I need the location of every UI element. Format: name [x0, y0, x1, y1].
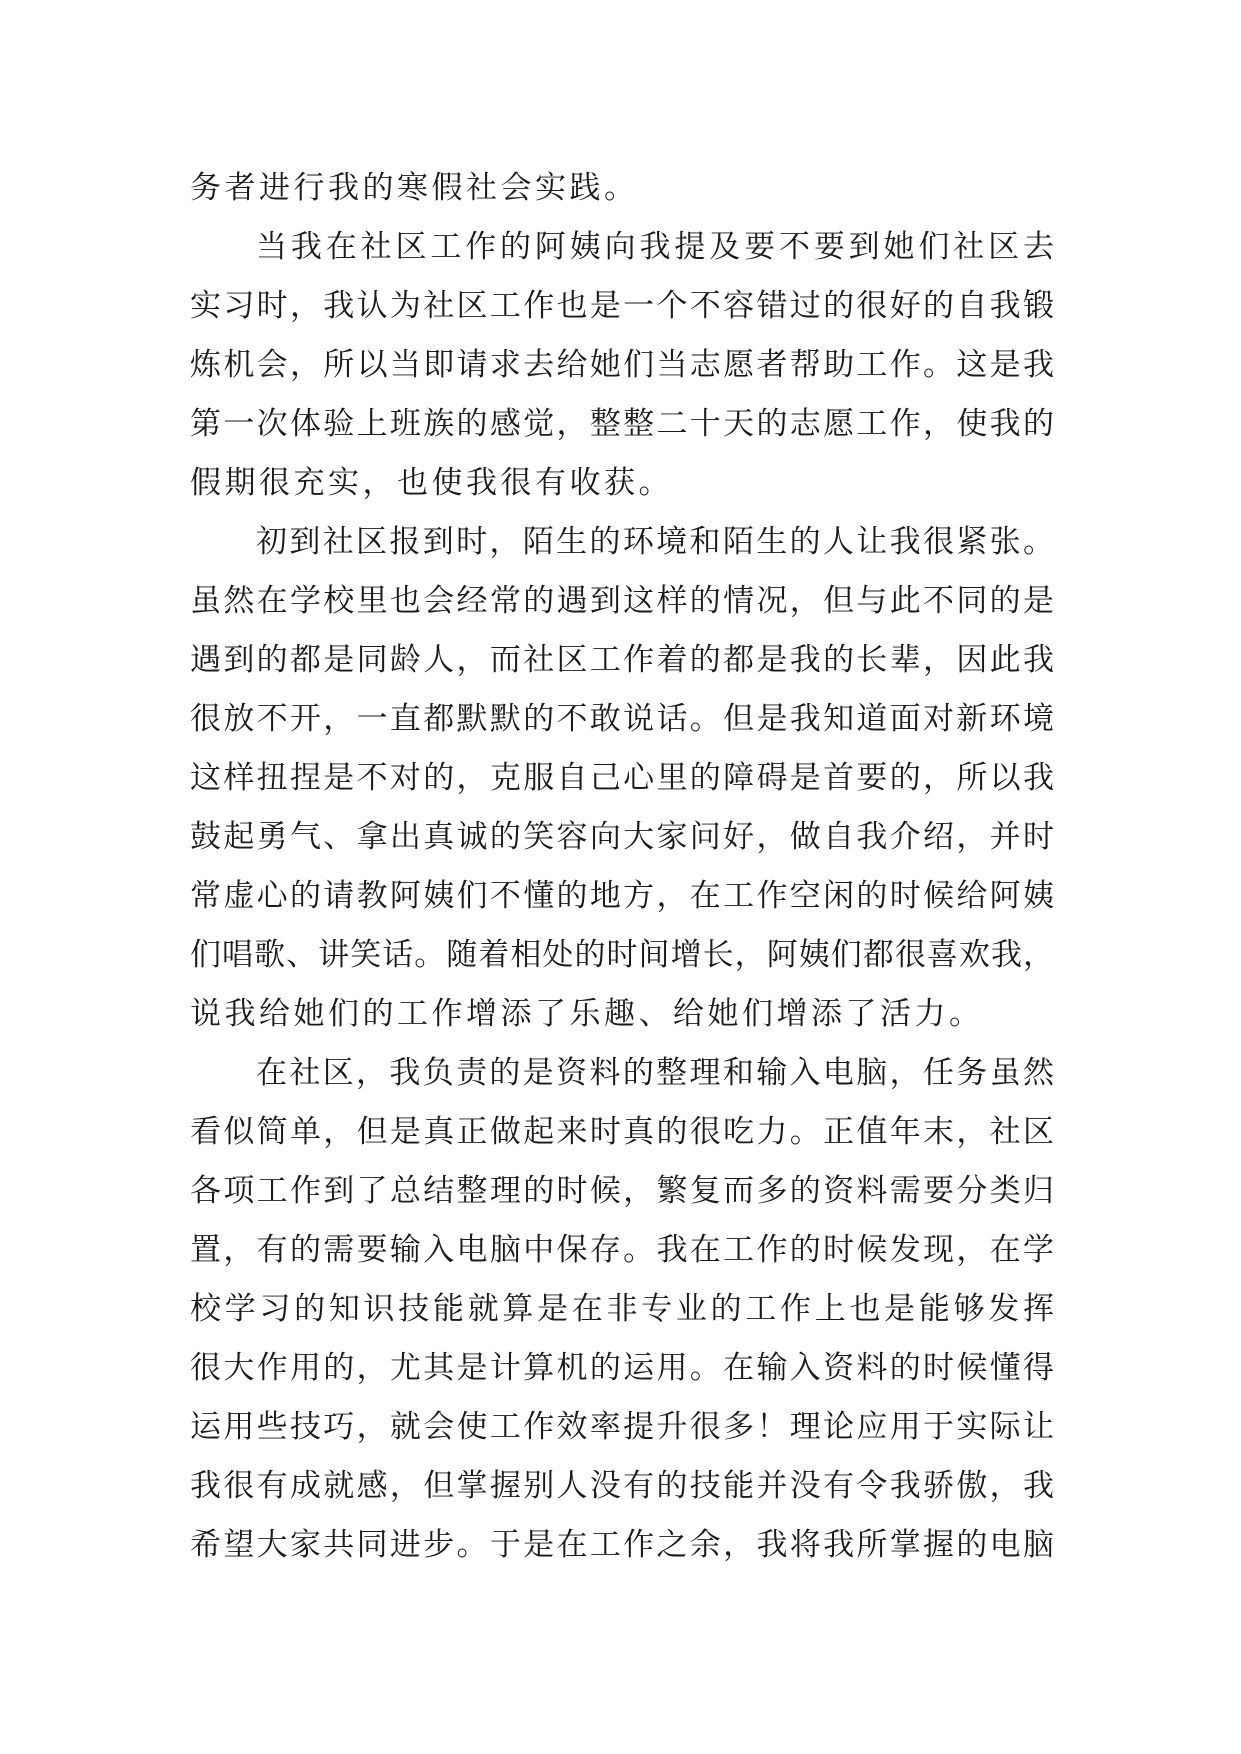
- text-line: 运用些技巧，就会使工作效率提升很多！理论应用于实际让: [190, 1409, 1054, 1445]
- text-line: 炼机会，所以当即请求去给她们当志愿者帮助工作。这是我: [190, 347, 1054, 383]
- text-line: 虽然在学校里也会经常的遇到这样的情况，但与此不同的是: [190, 583, 1054, 619]
- text-line: 这样扭捏是不对的，克服自己心里的障碍是首要的，所以我: [190, 760, 1054, 796]
- text-line: 在社区，我负责的是资料的整理和输入电脑，任务虽然: [256, 1055, 1054, 1091]
- text-line: 实习时，我认为社区工作也是一个不容错过的很好的自我锻: [190, 288, 1054, 324]
- text-line: 务者进行我的寒假社会实践。: [190, 170, 639, 206]
- text-line: 说我给她们的工作增添了乐趣、给她们增添了活力。: [190, 996, 984, 1032]
- text-line: 看似简单，但是真正做起来时真的很吃力。正值年末，社区: [190, 1114, 1054, 1150]
- text-line: 遇到的都是同龄人，而社区工作着的都是我的长辈，因此我: [190, 642, 1054, 678]
- text-line: 很放不开，一直都默默的不敢说话。但是我知道面对新环境: [190, 701, 1054, 737]
- text-line: 置，有的需要输入电脑中保存。我在工作的时候发现，在学: [190, 1232, 1054, 1268]
- text-line: 常虚心的请教阿姨们不懂的地方，在工作空闲的时候给阿姨: [190, 878, 1054, 914]
- text-line: 希望大家共同进步。于是在工作之余，我将我所掌握的电脑: [190, 1527, 1054, 1563]
- text-line: 第一次体验上班族的感觉，整整二十天的志愿工作，使我的: [190, 406, 1054, 442]
- text-line: 初到社区报到时，陌生的环境和陌生的人让我很紧张。: [256, 524, 1054, 560]
- text-line: 假期很充实，也使我很有收获。: [190, 465, 673, 501]
- text-line: 各项工作到了总结整理的时候，繁复而多的资料需要分类归: [190, 1173, 1054, 1209]
- text-line: 校学习的知识技能就算是在非专业的工作上也是能够发挥: [190, 1291, 1054, 1327]
- text-line: 们唱歌、讲笑话。随着相处的时间增长，阿姨们都很喜欢我，: [190, 937, 1054, 973]
- text-line: 很大作用的，尤其是计算机的运用。在输入资料的时候懂得: [190, 1350, 1054, 1386]
- text-line: 鼓起勇气、拿出真诚的笑容向大家问好，做自我介绍，并时: [190, 819, 1054, 855]
- text-line: 我很有成就感，但掌握别人没有的技能并没有令我骄傲，我: [190, 1468, 1054, 1504]
- text-line: 当我在社区工作的阿姨向我提及要不要到她们社区去: [256, 229, 1054, 265]
